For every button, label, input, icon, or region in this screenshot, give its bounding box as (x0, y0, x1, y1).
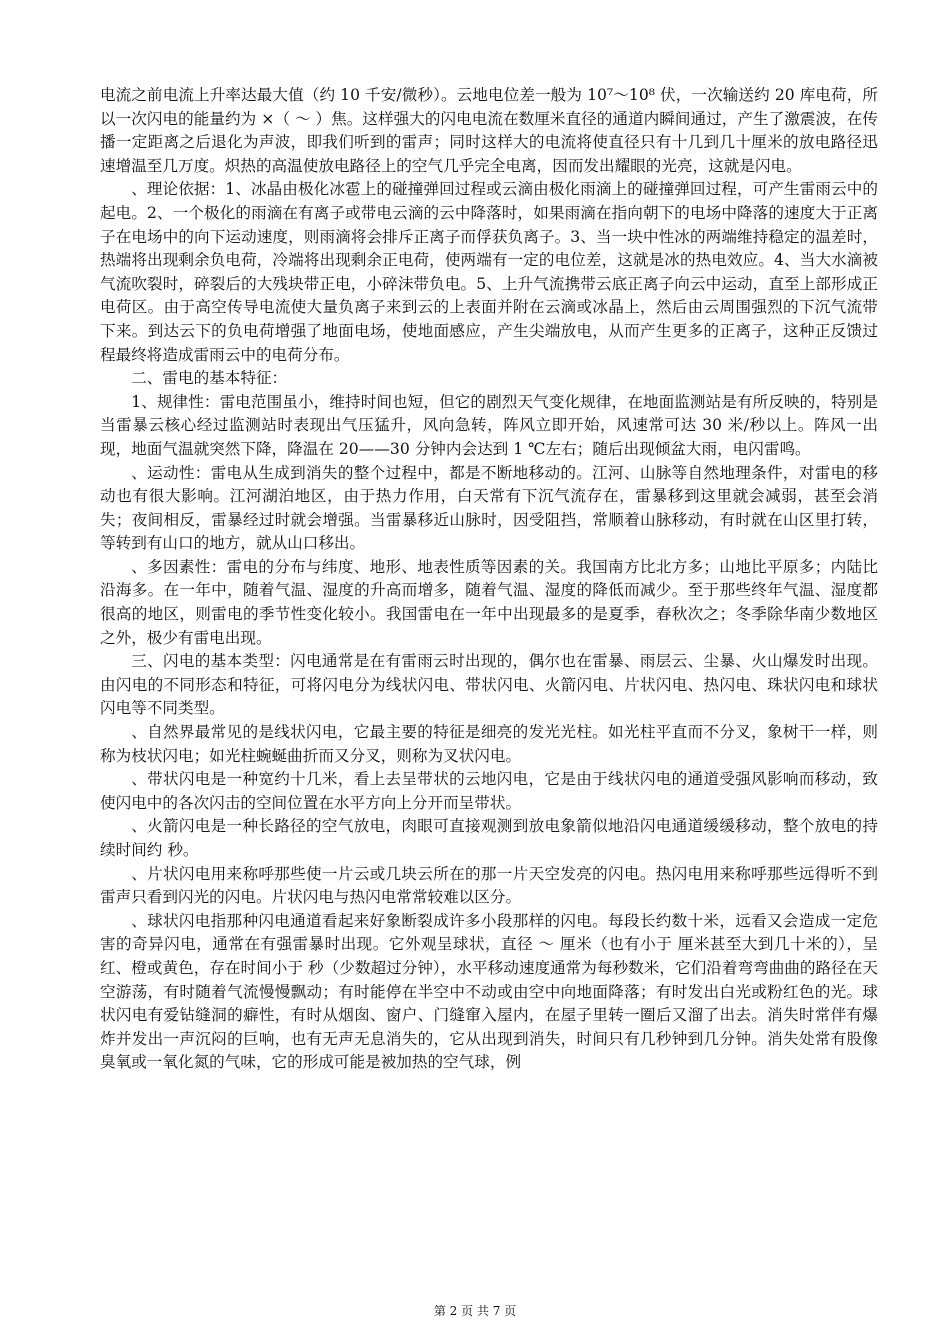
paragraph-rocket-lightning: 、火箭闪电是一种长路径的空气放电，肉眼可直接观测到放电象箭似地沿闪电通道缓缓移动，整个放电的持续时间约 秒。 (100, 817, 878, 859)
section-heading-thunder-features: 二、雷电的基本特征： (131, 369, 288, 388)
paragraph-theory-basis: 、理论依据：1、冰晶由极化冰雹上的碰撞弹回过程或云滴由极化雨滴上的碰撞弹回过程，可产生雷雨云中的起电。2、一个极化的雨滴在有离子或带电云滴的云中降落时，如果雨滴在指向朝下的电场中降落的速度大于正离子在电场中的向下运动速度，则雨滴将会排斥正离子而俘获负离子。3、当一块中性冰的两端维持稳定的温差时，热端将出现剩余负电荷，冷端将出现剩余正电荷，使两端有一定的电位差，这就是冰的热电效应。4、当大水滴被气流吹裂时，碎裂后的大残块带正电，小碎沫带负电。5、上升气流携带云底正离子向云中运动，直至上部形成正电荷区。由于高空传导电流使大量负离子来到云的上表面并附在云滴或冰晶上，然后由云周围强烈的下沉气流带下来。到达云下的负电荷增强了地面电场，使地面感应，产生尖端放电，从而产生更多的正离子，这种正反馈过程最终将造成雷雨云中的电荷分布。 (100, 180, 878, 364)
paragraph-lightning-types: 三、闪电的基本类型：闪电通常是在有雷雨云时出现的，偶尔也在雷暴、雨层云、尘暴、火山爆发时出现。由闪电的不同形态和特征，可将闪电分为线状闪电、带状闪电、火箭闪电、片状闪电、热闪电、珠状闪电和球状闪电等不同类型。 (100, 652, 878, 718)
paragraph-ribbon-lightning: 、带状闪电是一种宽约十几米，看上去呈带状的云地闪电，它是由于线状闪电的通道受强风影响而移动，致使闪电中的各次闪击的空间位置在水平方向上分开而呈带状。 (100, 770, 878, 812)
paragraph-sheet-heat-lightning: 、片状闪电用来称呼那些使一片云或几块云所在的那一片天空发亮的闪电。热闪电用来称呼那些远得听不到雷声只看到闪光的闪电。片状闪电与热闪电常常较难以区分。 (100, 864, 878, 907)
document-body (100, 84, 878, 1075)
paragraph-linear-lightning: 、自然界最常见的是线状闪电，它最主要的特征是细亮的发光光柱。如光柱平直而不分叉，象树干一样，则称为枝状闪电；如光柱蜿蜒曲折而又分叉，则称为叉状闪电。 (100, 723, 878, 765)
paragraph-regularity: 1、规律性：雷电范围虽小，维持时间也短，但它的剧烈天气变化规律，在地面监测站是有所反映的，特别是当雷暴云核心经过监测站时表现出气压猛升，风向急转，阵风立即开始，风速常可达 30 米/秒以上。阵风一出现，地面气温就突然下降，降温在 20——30 分钟内会达到 1 ℃左右；随后出现倾盆大雨，电闪雷鸣。 (100, 392, 878, 458)
paragraph-ball-lightning: 、球状闪电指那种闪电通道看起来好象断裂成许多小段那样的闪电。每段长约数十米，远看又会造成一定危害的奇异闪电，通常在有强雷暴时出现。它外观呈球状，直径 ～ 厘米（也有小于 厘米甚至大到几十米的），呈红、橙或黄色，存在时间小于 秒（少数超过分钟），水平移动速度通常为每秒数米，它们沿着弯弯曲曲的路径在天空游荡，有时随着气流慢慢飘动；有时能停在半空中不动或由空中向地面降落；有时发出白光或粉红色的光。球状闪电有爱钻缝洞的癖性，有时从烟囱、窗户、门缝窜入屋内，在屋子里转一圈后又溜了出去。消失时常伴有爆炸并发出一声沉闷的巨响，也有无声无息消失的，它从出现到消失，时间只有几秒钟到几分钟。消失处常有股像臭氧或一氧化氮的气味，它的形成可能是被加热的空气球，例 (100, 911, 878, 1072)
paragraph-lightning-energy: 电流之前电流上升率达最大值（约 10 千安/微秒）。云地电位差一般为 10⁷～10⁸ 伏，一次输送约 20 库电荷，所以一次闪电的能量约为 ×（ ～ ）焦。这样强大的闪电电流在数厘米直径的通道内瞬间通过，产生了激震波，在传播一定距离之后退化为声波，即我们听到的雷声；同时这样大的电流将使直径只有十几到几十厘米的放电路径迅速增温至几万度。炽热的高温使放电路径上的空气几乎完全电离，因而发出耀眼的光亮，这就是闪电。 (100, 86, 878, 175)
page-number-footer: 第 2 页 共 7 页 (433, 1304, 517, 1318)
paragraph-mobility: 、运动性：雷电从生成到消失的整个过程中，都是不断地移动的。江河、山脉等自然地理条件，对雷电的移动也有很大影响。江河湖泊地区，由于热力作用，白天常有下沉气流存在，雷暴移到这里就会减弱，甚至会消失；夜间相反，雷暴经过时就会增强。当雷暴移近山脉时，因受阻挡，常顺着山脉移动，有时就在山区里打转，等转到有山口的地方，就从山口移出。 (100, 463, 878, 553)
paragraph-multi-factor: 、多因素性：雷电的分布与纬度、地形、地表性质等因素的关。我国南方比北方多；山地比平原多；内陆比沿海多。在一年中，随着气温、湿度的升高而增多，随着气温、湿度的降低而减少。至于那些终年气温、湿度都很高的地区，则雷电的季节性变化较小。我国雷电在一年中出现最多的是夏季，春秋次之；冬季除华南少数地区之外，极少有雷电出现。 (100, 557, 878, 647)
